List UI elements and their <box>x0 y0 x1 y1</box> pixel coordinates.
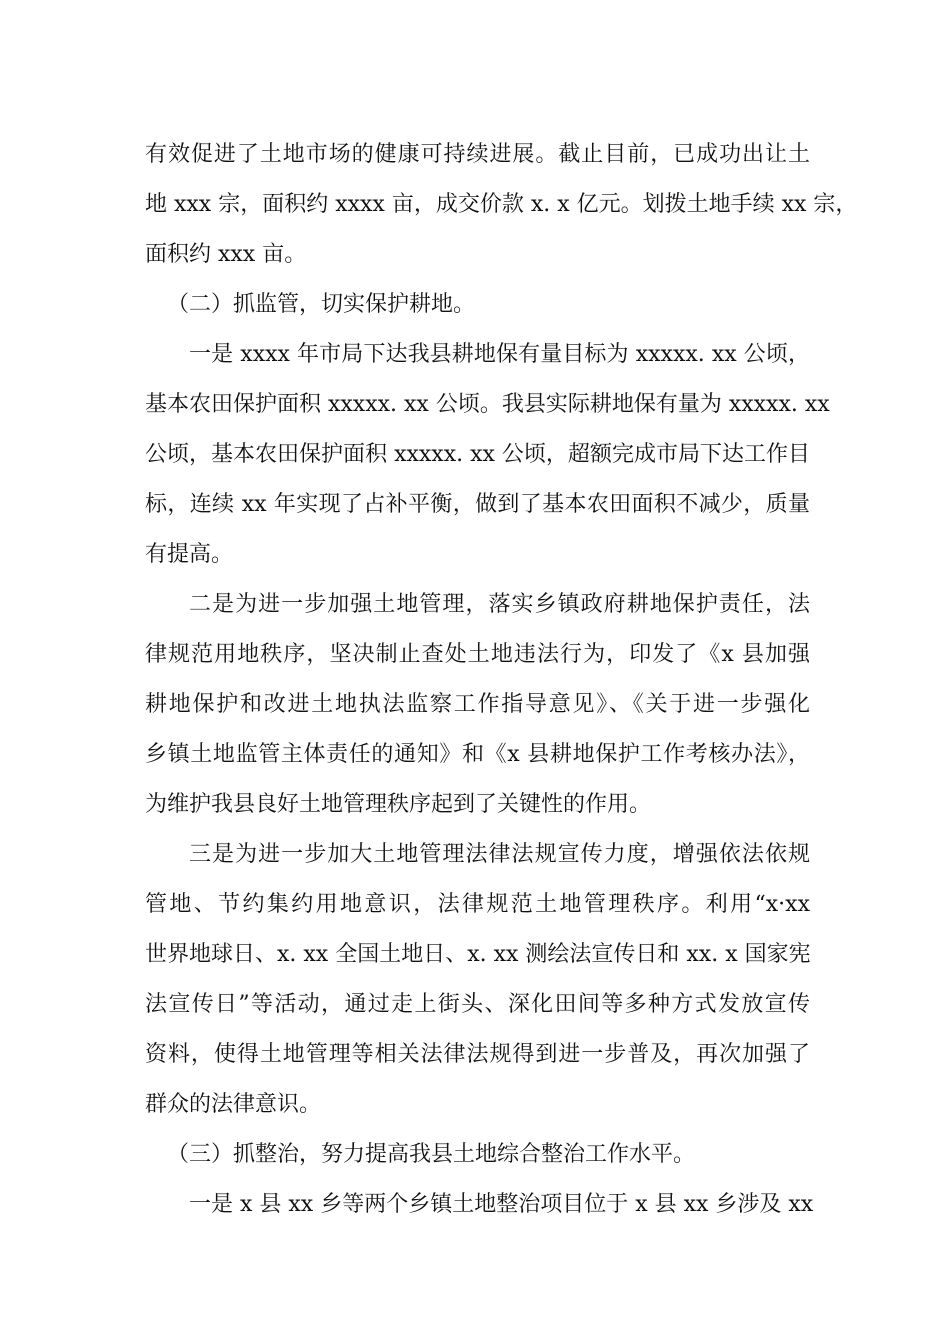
document-body <box>145 130 858 1230</box>
body-line: 面积约 xxx 亩。 <box>145 242 307 267</box>
body-line: 公顷，基本农田保护面积 xxxxx. xx 公顷，超额完成市局下达工作目 <box>145 442 810 467</box>
body-line: 三是为进一步加大土地管理法律法规宣传力度，增强依法依规 <box>189 842 810 867</box>
body-line: 地 xxx 宗，面积约 xxxx 亩，成交价款 x. x 亿元。划拨土地手续 xx 宗， <box>145 192 858 217</box>
body-line: 律规范用地秩序，坚决制止查处土地违法行为，印发了《x 县加强 <box>145 642 810 667</box>
section-heading: （二）抓监管，切实保护耕地。 <box>167 292 476 317</box>
body-line: 一是 xxxx 年市局下达我县耕地保有量目标为 xxxxx. xx 公顷， <box>189 342 810 367</box>
body-line: 基本农田保护面积 xxxxx. xx 公顷。我县实际耕地保有量为 xxxxx. xx <box>145 392 830 417</box>
body-line: 为维护我县良好土地管理秩序起到了关键性的作用。 <box>145 792 652 817</box>
body-line: 二是为进一步加强土地管理，落实乡镇政府耕地保护责任，法 <box>189 592 810 617</box>
body-line: 标，连续 xx 年实现了占补平衡，做到了基本农田面积不减少，质量 <box>145 492 810 517</box>
body-line: 法宣传日”等活动，通过走上街头、深化田间等多种方式发放宣传 <box>145 992 810 1017</box>
body-line: 有提高。 <box>145 542 234 567</box>
body-line: 群众的法律意识。 <box>145 1092 322 1117</box>
body-line: 有效促进了土地市场的健康可持续进展。截止目前，已成功出让土 <box>145 142 810 167</box>
body-line: 世界地球日、x. xx 全国土地日、x. xx 测绘法宣传日和 xx. x 国家宪 <box>145 942 811 967</box>
body-line: 资料，使得土地管理等相关法律法规得到进一步普及，再次加强了 <box>145 1042 810 1067</box>
body-line: 管地、节约集约用地意识，法律规范土地管理秩序。利用“x·xx <box>145 892 810 917</box>
body-line: 耕地保护和改进土地执法监察工作指导意见》、《关于进一步强化 <box>145 692 810 717</box>
body-line: 乡镇土地监管主体责任的通知》和《x 县耕地保护工作考核办法》， <box>145 742 810 767</box>
section-heading: （三）抓整治，努力提高我县土地综合整治工作水平。 <box>167 1142 696 1167</box>
body-line: 一是 x 县 xx 乡等两个乡镇土地整治项目位于 x 县 xx 乡涉及 xx <box>189 1192 814 1217</box>
